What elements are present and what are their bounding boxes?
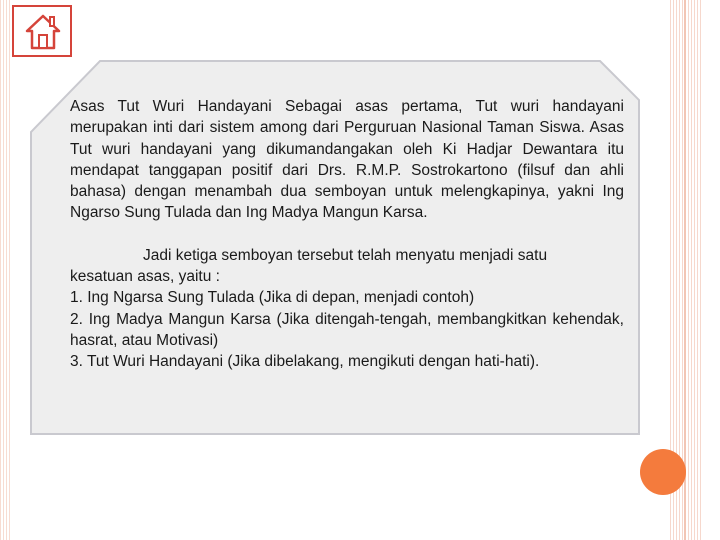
paragraph-summary [70, 245, 624, 373]
slide-body [70, 96, 624, 373]
list-item-2: 2. Ing Madya Mangun Karsa (Jika ditengah-tengah, membangkitkan kehendak, hasrat, atau Motivasi) [70, 310, 624, 349]
summary-line-1: Jadi ketiga semboyan tersebut telah menyatu menjadi satu [143, 246, 548, 264]
summary-line-2: kesatuan asas, yaitu : [70, 268, 220, 286]
paragraph-intro: Asas Tut Wuri Handayani Sebagai asas pertama, Tut wuri handayani merupakan inti dari sistem among dari Perguruan Nasional Taman Siswa. Asas Tut wuri handayani yang dikumandangakan oleh Ki Hadjar Dewantara itu mendapat tanggapan positif dari Drs. R.M.P. Sostrokartono (filsuf dan ahli bahasa) dengan menambah dua semboyan untuk melengkapinya, yakni Ing Ngarso Sung Tulada dan Ing Madya Mangun Karsa. [70, 98, 624, 222]
list-item-1: 1. Ing Ngarsa Sung Tulada (Jika di depan, menjadi contoh) [70, 289, 475, 307]
home-icon [25, 13, 61, 51]
list-item-3: 3. Tut Wuri Handayani (Jika dibelakang, mengikuti dengan hati-hati). [70, 353, 540, 371]
right-decor-line [684, 0, 686, 540]
orange-circle-decoration [640, 449, 686, 495]
left-decor-stripe [0, 0, 10, 540]
home-button[interactable] [12, 5, 72, 57]
